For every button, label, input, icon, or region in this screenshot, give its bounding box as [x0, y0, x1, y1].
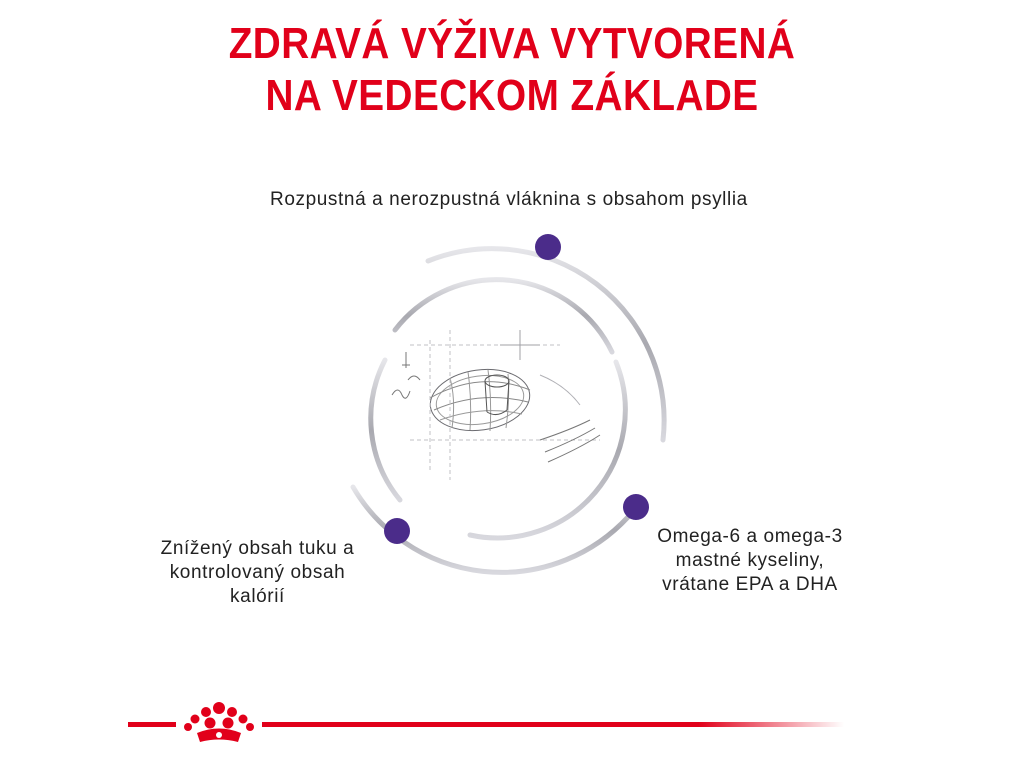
footer-red-line-left — [128, 722, 176, 727]
feature-fat-line-2: kontrolovaný obsah — [169, 562, 346, 583]
purple-dot-icon — [623, 494, 649, 520]
feature-fat-text — [130, 537, 385, 609]
footer-red-line-right — [262, 722, 844, 727]
feature-omega-line-2: mastné kyseliny, — [675, 550, 825, 571]
feature-omega-line-1: Omega-6 a omega-3 — [657, 526, 843, 547]
purple-dot-icon — [535, 234, 561, 260]
page-title-line-1: ZDRAVÁ VÝŽIVA VYTVORENÁ — [228, 19, 796, 68]
feature-fat-line-1: Znížený obsah tuku a — [160, 538, 355, 559]
purple-dot-icon — [384, 518, 410, 544]
feature-omega-text — [640, 525, 860, 597]
inner-ring — [371, 280, 626, 538]
feature-fiber-text — [270, 188, 830, 212]
feature-fat-line-3: kalórií — [230, 586, 285, 607]
feature-fiber-label: Rozpustná a nerozpustná vláknina s obsahom psyllia — [270, 189, 748, 210]
feature-omega-line-3: vrátane EPA a DHA — [662, 574, 838, 595]
crown-logo-icon — [184, 702, 254, 742]
page-title-line-2: NA VEDECKOM ZÁKLADE — [265, 71, 759, 120]
kibble-sketch-icon — [392, 330, 600, 480]
